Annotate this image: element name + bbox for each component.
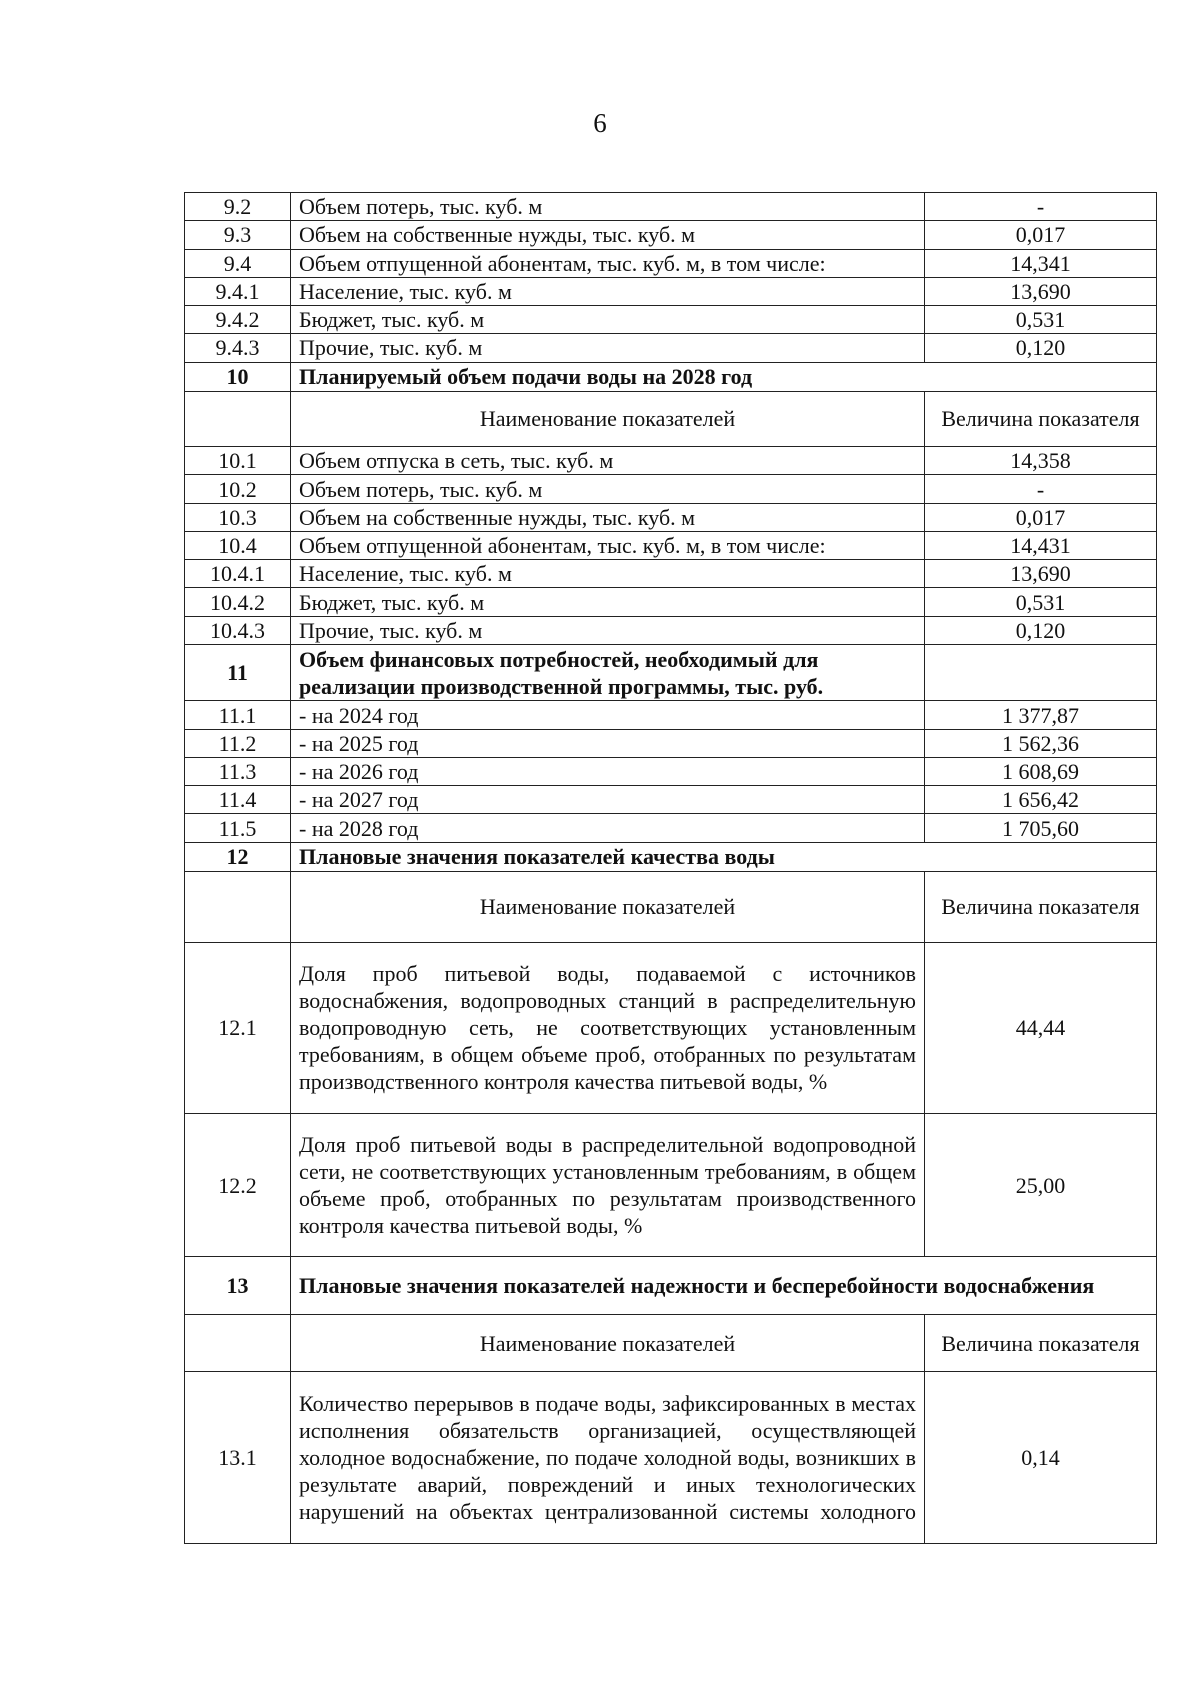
table-row [185, 503, 1157, 531]
row-name: Объем отпуска в сеть, тыс. куб. м [291, 447, 925, 475]
row-value: 0,120 [925, 334, 1157, 362]
row-value: 0,14 [925, 1372, 1157, 1544]
section-title-row [185, 362, 1157, 391]
row-value: 14,431 [925, 531, 1157, 559]
row-name: - на 2025 год [291, 729, 925, 757]
row-name: Доля проб питьевой воды в распределительной водопроводной сети, не соответствующих установленным требованиям, в общем объеме проб, отобранных по результатам производственного контроля качества питьевой воды, % [291, 1114, 925, 1257]
row-number: 12.2 [185, 1114, 291, 1257]
header-name: Наименование показателей [291, 1314, 925, 1372]
row-name: Объем на собственные нужды, тыс. куб. м [291, 503, 925, 531]
table-row [185, 786, 1157, 814]
row-value: 1 608,69 [925, 757, 1157, 785]
table-row [185, 757, 1157, 785]
table-row [185, 306, 1157, 334]
row-number: 10.4.1 [185, 560, 291, 588]
row-name: Доля проб питьевой воды, подаваемой с источников водоснабжения, водопроводных станций в распределительную водопроводную сеть, не соответствующих установленным требованиям, в общем объеме проб, отобранных по результатам производственного контроля качества питьевой воды, % [291, 942, 925, 1114]
row-name: Объем потерь, тыс. куб. м [291, 475, 925, 503]
row-name: Прочие, тыс. куб. м [291, 616, 925, 644]
row-number: 10.4.3 [185, 616, 291, 644]
header-row [185, 391, 1157, 446]
row-number: 12.1 [185, 942, 291, 1114]
table-row [185, 1114, 1157, 1257]
row-value: 0,120 [925, 616, 1157, 644]
row-number: 9.4.2 [185, 306, 291, 334]
table-row [185, 221, 1157, 249]
row-number: 9.4.3 [185, 334, 291, 362]
row-name: - на 2026 год [291, 757, 925, 785]
header-number-cell [185, 871, 291, 942]
header-value: Величина показателя [925, 1314, 1157, 1372]
header-value: Величина показателя [925, 391, 1157, 446]
row-number: 11.2 [185, 729, 291, 757]
row-value: 0,017 [925, 503, 1157, 531]
row-value: 14,341 [925, 249, 1157, 277]
table-row [185, 249, 1157, 277]
table-row [185, 729, 1157, 757]
header-name: Наименование показателей [291, 391, 925, 446]
header-row [185, 1314, 1157, 1372]
row-value: - [925, 193, 1157, 221]
section-title: Плановые значения показателей надежности и бесперебойности водоснабжения [291, 1257, 1157, 1315]
row-value: - [925, 475, 1157, 503]
row-name: - на 2024 год [291, 701, 925, 729]
section-title-row [185, 1257, 1157, 1315]
row-number: 9.4 [185, 249, 291, 277]
header-name: Наименование показателей [291, 871, 925, 942]
row-value: 0,531 [925, 588, 1157, 616]
table-row [185, 814, 1157, 842]
row-name: Население, тыс. куб. м [291, 560, 925, 588]
table-row [185, 588, 1157, 616]
section-number: 10 [185, 362, 291, 391]
header-value: Величина показателя [925, 871, 1157, 942]
header-row [185, 871, 1157, 942]
row-name: Бюджет, тыс. куб. м [291, 306, 925, 334]
header-number-cell [185, 1314, 291, 1372]
row-name: Бюджет, тыс. куб. м [291, 588, 925, 616]
row-value: 44,44 [925, 942, 1157, 1114]
row-value: 13,690 [925, 277, 1157, 305]
row-number: 9.3 [185, 221, 291, 249]
table-row [185, 277, 1157, 305]
section-number: 12 [185, 842, 291, 871]
row-number: 11.3 [185, 757, 291, 785]
table-row [185, 942, 1157, 1114]
row-number: 11.5 [185, 814, 291, 842]
row-number: 13.1 [185, 1372, 291, 1544]
row-number: 10.1 [185, 447, 291, 475]
empty-value-cell [925, 644, 1157, 701]
table-row [185, 334, 1157, 362]
row-value: 0,017 [925, 221, 1157, 249]
table-row [185, 475, 1157, 503]
page-number: 6 [593, 108, 607, 138]
row-number: 10.2 [185, 475, 291, 503]
row-number: 10.3 [185, 503, 291, 531]
section-title-row [185, 842, 1157, 871]
row-value: 1 705,60 [925, 814, 1157, 842]
row-name: - на 2027 год [291, 786, 925, 814]
table-row [185, 560, 1157, 588]
row-name: Объем на собственные нужды, тыс. куб. м [291, 221, 925, 249]
table-row [185, 616, 1157, 644]
row-number: 10.4.2 [185, 588, 291, 616]
section-number: 13 [185, 1257, 291, 1315]
section-title-row [185, 644, 1157, 701]
table-row [185, 531, 1157, 559]
table-row [185, 701, 1157, 729]
row-value: 25,00 [925, 1114, 1157, 1257]
row-number: 9.2 [185, 193, 291, 221]
section-title: Планируемый объем подачи воды на 2028 год [291, 362, 1157, 391]
indicators-table [184, 192, 1157, 1544]
row-number: 11.4 [185, 786, 291, 814]
row-value: 1 656,42 [925, 786, 1157, 814]
row-name: Объем отпущенной абонентам, тыс. куб. м, в том числе: [291, 531, 925, 559]
section-title: Объем финансовых потребностей, необходимый для реализации производственной программы, тыс. руб. [291, 644, 925, 701]
row-value: 1 377,87 [925, 701, 1157, 729]
row-name: Количество перерывов в подаче воды, зафиксированных в местах исполнения обязательств организацией, осуществляющей холодное водоснабжение, по подаче холодной воды, возникших в результате аварий, повреждений и иных технологических нарушений на объектах централизованной системы холодного [291, 1372, 925, 1544]
row-name: - на 2028 год [291, 814, 925, 842]
row-number: 9.4.1 [185, 277, 291, 305]
row-name: Население, тыс. куб. м [291, 277, 925, 305]
row-value: 0,531 [925, 306, 1157, 334]
row-value: 14,358 [925, 447, 1157, 475]
row-name: Прочие, тыс. куб. м [291, 334, 925, 362]
table-row [185, 447, 1157, 475]
header-number-cell [185, 391, 291, 446]
section-title: Плановые значения показателей качества воды [291, 842, 1157, 871]
row-name: Объем отпущенной абонентам, тыс. куб. м, в том числе: [291, 249, 925, 277]
row-value: 13,690 [925, 560, 1157, 588]
row-name: Объем потерь, тыс. куб. м [291, 193, 925, 221]
row-value: 1 562,36 [925, 729, 1157, 757]
table-row [185, 1372, 1157, 1544]
table-row [185, 193, 1157, 221]
row-number: 10.4 [185, 531, 291, 559]
section-number: 11 [185, 644, 291, 701]
row-number: 11.1 [185, 701, 291, 729]
